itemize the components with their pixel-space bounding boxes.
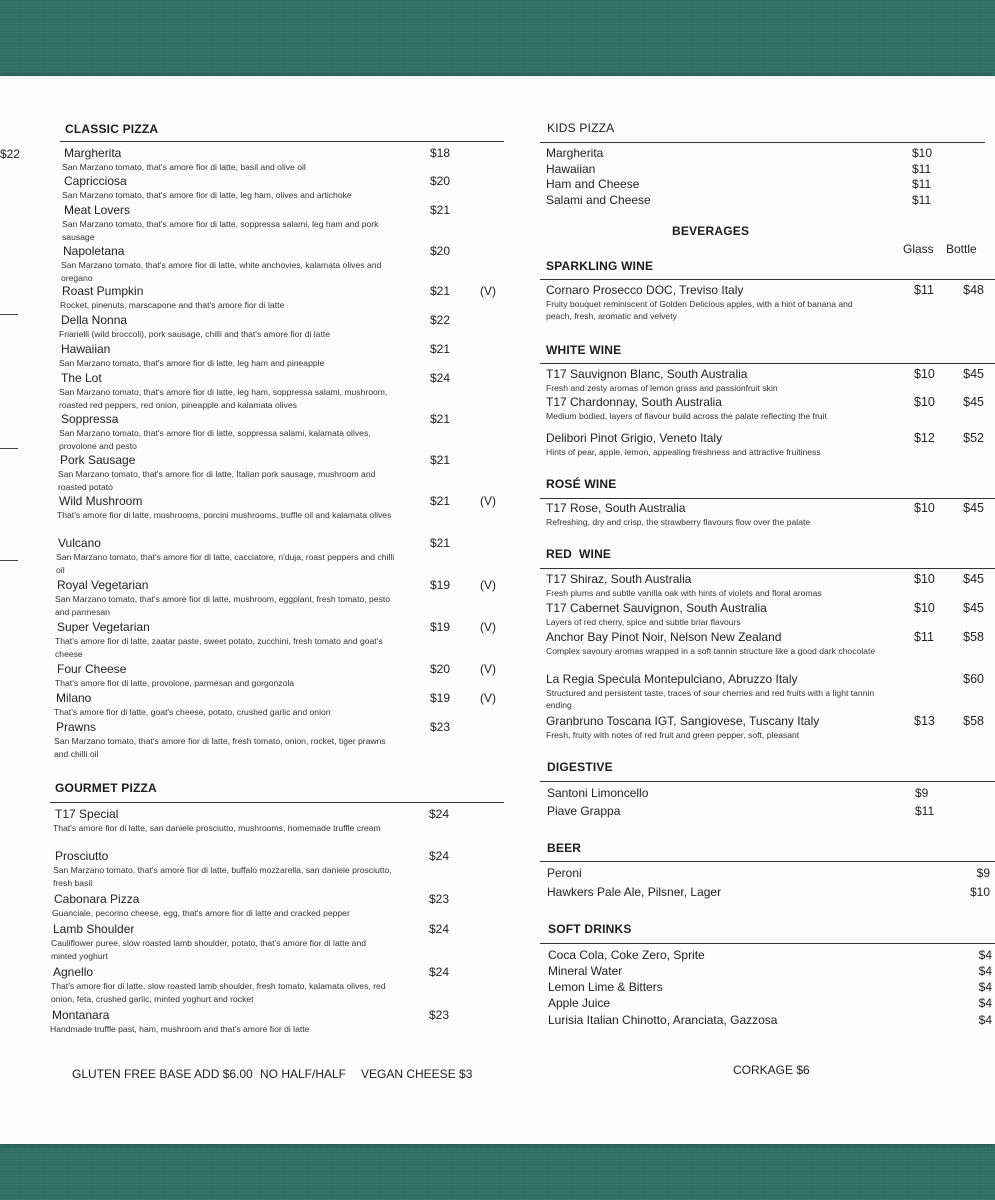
wine-description: Hints of pear, apple, lemon, appealing freshness and attractive fruitiness (546, 447, 821, 457)
pizza-name: T17 Special (55, 807, 119, 821)
red-wine-title: RED WINE (546, 547, 612, 561)
pizza-description: Handmade truffle past, ham, mushroom and that's amore fior di latte (50, 1024, 310, 1034)
pizza-price: $19 (430, 691, 451, 705)
pizza-description: That's amore fior di latte, mushrooms, porcini mushrooms, truffle oil and kalamata olives (57, 510, 392, 520)
soft_drinks-item (548, 948, 994, 964)
pizza-description: San Marzano tomato, that's amore fior di latte, white anchovies, kalamata olives and oregano (61, 260, 382, 283)
pizza-item (51, 922, 503, 961)
pizza-name: Roast Pumpkin (62, 284, 144, 298)
wine-item (546, 714, 984, 744)
kids-pizza-item (546, 146, 946, 162)
digestive-rule (540, 781, 995, 782)
wine-name: T17 Rose, South Australia (546, 501, 686, 515)
soft_drinks-item (548, 996, 994, 1012)
pizza-price: $19 (430, 620, 451, 634)
bottle-column-label: Bottle (946, 242, 977, 256)
glass-column-label: Glass (903, 242, 934, 256)
wine-description: Fresh plums and subtle vanilla oak with hints of violets and floral aromas (546, 588, 822, 598)
white-wine-rule (540, 363, 995, 364)
pizza-item (52, 1008, 502, 1042)
wine-description: Fruity bouquet reminiscent of Golden Delicious apples, with a hint of banana and peach, fresh, aromatic and velvety (546, 299, 853, 321)
glass-price: $11 (914, 630, 934, 644)
bottle-price: $48 (963, 283, 984, 297)
pizza-name: Cabonara Pizza (54, 892, 140, 906)
pizza-price: $21 (430, 284, 451, 298)
glass-price: $13 (914, 714, 935, 728)
vegetarian-tag: (V) (480, 620, 496, 634)
rose-wine-rule (540, 498, 995, 499)
soft_drinks-price: $4 (978, 1013, 992, 1027)
wine-item (546, 630, 984, 660)
pizza-description: That's amore fior di latte, san daniele prosciutto, mushrooms, homemade truffle cream (53, 823, 381, 833)
bottle-price: $58 (963, 630, 984, 644)
sparkling-wine-title: SPARKLING WINE (546, 259, 654, 273)
glass-price: $10 (914, 601, 935, 615)
pizza-description: Rocket, pinenuts, marscapone and that's amore fior di latte (60, 300, 285, 310)
bottle-price: $45 (963, 601, 984, 615)
pizza-description: San Marzano tomato, that's amore fior di latte, leg ham, olives and artichoke (62, 190, 352, 200)
pizza-item (54, 892, 504, 926)
beer-item (547, 866, 994, 882)
wine-name: Granbruno Toscana IGT, Sangiovese, Tuscany Italy (546, 714, 820, 728)
soft_drinks-item (548, 980, 994, 996)
bottle-price: $52 (963, 431, 984, 445)
pizza-price: $24 (429, 965, 450, 979)
soft_drinks-name: Lemon Lime & Bitters (548, 980, 663, 994)
pizza-description: San Marzano tomato, that's amore fior di latte, basil and olive oil (62, 162, 306, 172)
wine-description: Medium bodied, layers of flavour build across the palate reflecting the fruit (546, 411, 827, 421)
pizza-item (59, 412, 511, 451)
pizza-price: $22 (430, 313, 451, 327)
pizza-item (58, 453, 510, 492)
wine-item (546, 283, 984, 321)
left-edge-price: $22 (0, 147, 21, 161)
pizza-item (51, 965, 503, 1004)
wine-name: T17 Sauvignon Blanc, South Australia (546, 367, 748, 381)
soft_drinks-name: Lurisia Italian Chinotto, Aranciata, Gazzosa (548, 1013, 778, 1027)
wine-item (546, 572, 984, 602)
wine-item (546, 367, 984, 397)
pizza-item (59, 371, 511, 410)
no-half-half-note: NO HALF/HALF (260, 1067, 347, 1081)
kids-pizza-price: $11 (912, 192, 932, 207)
white-wine-title: WHITE WINE (546, 343, 622, 357)
wine-item (546, 395, 984, 425)
gluten-free-note: GLUTEN FREE BASE ADD $6.00 (72, 1067, 253, 1081)
wine-name: Delibori Pinot Grigio, Veneto Italy (546, 431, 723, 445)
pizza-price: $21 (430, 203, 451, 217)
digestive-name: Piave Grappa (547, 804, 621, 818)
beer-name: Hawkers Pale Ale, Pilsner, Lager (547, 885, 722, 899)
kids-pizza-item (546, 177, 946, 193)
bottle-price: $45 (963, 501, 984, 515)
vegetarian-tag: (V) (480, 691, 496, 705)
beer-title: BEER (547, 841, 582, 855)
pizza-name: Pork Sausage (60, 453, 136, 467)
pizza-price: $21 (430, 536, 451, 550)
pizza-price: $18 (430, 146, 451, 160)
pizza-price: $24 (429, 849, 450, 863)
soft_drinks-price: $4 (978, 996, 992, 1010)
pizza-price: $21 (430, 342, 451, 356)
wine-description: Complex savoury aromas wrapped in a soft tannin structure like a good dark chocolate (546, 646, 876, 656)
left-edge-rule (0, 448, 18, 449)
digestive-name: Santoni Limoncello (547, 786, 649, 800)
pizza-price: $21 (430, 453, 451, 467)
pizza-name: Super Vegetarian (57, 620, 150, 634)
pizza-name: Napoletana (63, 244, 125, 258)
classic-pizza-title: CLASSIC PIZZA (65, 122, 159, 136)
pizza-price: $24 (429, 807, 450, 821)
pizza-price: $23 (429, 1008, 450, 1022)
bottle-price: $45 (963, 367, 984, 381)
soft_drinks-price: $4 (978, 948, 992, 962)
digestive-price: $11 (915, 804, 935, 818)
beer-price: $10 (969, 885, 990, 899)
soft_drinks-item (548, 1013, 994, 1029)
wine-description: Structured and persistent taste, traces of sour cherries and red fruits with a light tannin ending (546, 688, 875, 710)
pizza-description: That's amore fior di latte, slow roasted lamb shoulder, fresh tomato, kalamata olives, red onion, feta, crushed garlic, minted yoghurt and rocket (51, 981, 386, 1004)
left-edge-rule (0, 560, 18, 561)
pizza-name: Montanara (52, 1008, 110, 1022)
kids-pizza-name: Hawaiian (546, 161, 596, 176)
pizza-description: San Marzano tomato, that's amore fior di latte, leg ham and pineapple (59, 358, 325, 368)
pizza-name: Lamb Shoulder (53, 922, 135, 936)
pizza-name: Agnello (53, 965, 94, 979)
wine-item (546, 672, 984, 710)
soft_drinks-price: $4 (978, 980, 992, 994)
beer-price: $9 (976, 866, 990, 880)
pizza-description: That's amore fior di latte, provolone, parmesan and gorgonzola (55, 678, 295, 688)
glass-price: $10 (914, 501, 935, 515)
pizza-name: Prawns (56, 720, 97, 734)
pizza-name: Wild Mushroom (59, 494, 143, 508)
pizza-description: San Marzano tomato, that's amore fior di latte, soppressa salami, kalamata olives, provolone and pesto (59, 428, 371, 451)
pizza-price: $19 (430, 578, 451, 592)
pizza-name: Hawaiian (61, 342, 111, 356)
red-wine-rule (540, 568, 995, 569)
pizza-name: Vulcano (58, 536, 101, 550)
pizza-description: San Marzano tomato, that's amore fior di latte, Italian pork sausage, mushroom and roasted potato (58, 469, 376, 492)
menu-sheet (0, 76, 995, 1144)
pizza-description: San Marzano tomato, that's amore fior di latte, buffalo mozzarella, san daniele prosciutto, fresh basil (53, 865, 392, 888)
glass-price: $10 (914, 395, 935, 409)
rose-wine-title: ROSÉ WINE (546, 477, 617, 491)
vegetarian-tag: (V) (480, 494, 496, 508)
vegan-cheese-note: VEGAN CHEESE $3 (361, 1067, 473, 1081)
pizza-price: $24 (429, 922, 450, 936)
pizza-price: $21 (430, 412, 451, 426)
pizza-item (55, 578, 507, 617)
pizza-item (59, 494, 509, 528)
kids-pizza-price: $11 (912, 177, 932, 191)
bottle-price: $58 (963, 714, 984, 728)
pizza-name: Meat Lovers (64, 203, 131, 217)
wine-item (546, 501, 984, 531)
soft-drinks-rule (540, 943, 995, 944)
pizza-price: $23 (429, 892, 450, 906)
soft_drinks-price: $4 (978, 964, 992, 978)
kids-pizza-price: $11 (912, 161, 932, 176)
kids-pizza-title: KIDS PIZZA (547, 121, 615, 135)
pizza-description: San Marzano tomato, that's amore fior di latte, soppressa salami, leg ham and pork sausage (62, 219, 379, 242)
kids-pizza-name: Ham and Cheese (546, 177, 640, 191)
pizza-name: Capricciosa (64, 174, 127, 188)
pizza-description: San Marzano tomato, that's amore fior di latte, fresh tomato, onion, rocket, tiger prawns and chilli oil (54, 736, 386, 759)
digestive-item (547, 804, 994, 820)
wine-name: T17 Chardonnay, South Australia (546, 395, 722, 409)
beer-rule (540, 861, 995, 862)
beverages-title: BEVERAGES (672, 224, 750, 238)
soft_drinks-name: Coca Cola, Coke Zero, Sprite (548, 948, 705, 962)
wine-item (546, 431, 984, 461)
glass-price: $11 (914, 283, 934, 297)
pizza-name: Four Cheese (57, 662, 127, 676)
pizza-name: Della Nonna (61, 313, 128, 327)
wine-description: Fresh, fruity with notes of red fruit and green pepper, soft, pleasant (546, 730, 800, 740)
digestive-title: DIGESTIVE (547, 760, 613, 774)
pizza-name: Royal Vegetarian (57, 578, 149, 592)
vegetarian-tag: (V) (480, 578, 496, 592)
pizza-description: San Marzano tomato, that's amore fior di latte, cacciatore, n'duja, roast peppers and chilli oil (56, 552, 395, 575)
bottle-price: $60 (963, 672, 984, 686)
kids-pizza-price: $10 (912, 146, 933, 160)
pizza-description: That's amore fior di latte, zaatar paste, sweet potato, zucchini, fresh tomato and goat's cheese (55, 636, 383, 659)
pizza-description: That's amore fior di latte, goat's cheese, potato, crushed garlic and onion (54, 707, 331, 717)
kids-pizza-rule (540, 142, 985, 143)
gourmet-pizza-title: GOURMET PIZZA (55, 781, 157, 795)
wine-description: Fresh and zesty aromas of lemon grass and passionfruit skin (546, 383, 778, 393)
bottle-price: $45 (963, 395, 984, 409)
pizza-name: Soppressa (61, 412, 119, 426)
digestive-item (547, 786, 994, 802)
wine-name: La Regia Specula Montepulciano, Abruzzo Italy (546, 672, 798, 686)
vegetarian-tag: (V) (480, 284, 496, 298)
kids-pizza-item (546, 193, 946, 209)
beer-item (547, 885, 994, 901)
kids-pizza-name: Salami and Cheese (546, 192, 651, 207)
bottle-price: $45 (963, 572, 984, 586)
pizza-name: The Lot (61, 371, 102, 385)
classic-pizza-rule (60, 141, 504, 142)
wine-name: Anchor Bay Pinot Noir, Nelson New Zealand (546, 630, 782, 644)
pizza-description: Guanciale, pecorino cheese, egg, that's amore fior di latte and cracked pepper (52, 908, 350, 918)
pizza-item (53, 849, 505, 888)
pizza-description: San Marzano tomato, that's amore fior di latte, leg ham, soppressa salami, mushroom, roasted red peppers, red onion, pineapple and kalamata olives (59, 387, 388, 410)
soft_drinks-name: Mineral Water (548, 964, 623, 978)
vegetarian-tag: (V) (480, 662, 496, 676)
wine-item (546, 601, 984, 631)
pizza-description: Cauliflower puree, slow roasted lamb shoulder, potato, that's amore fior di latte and minted yoghurt (51, 938, 367, 961)
digestive-price: $9 (915, 786, 929, 800)
pizza-item (54, 720, 506, 759)
corkage-note: CORKAGE $6 (733, 1063, 810, 1077)
pizza-item (56, 536, 508, 575)
soft-drinks-title: SOFT DRINKS (548, 922, 632, 936)
wine-name: T17 Shiraz, South Australia (546, 572, 692, 586)
pizza-name: Margherita (64, 146, 122, 160)
wine-name: T17 Cabernet Sauvignon, South Australia (546, 601, 767, 615)
pizza-description: Friarielli (wild broccoli), pork sausage, chilli and that's amore fior di latte (59, 329, 331, 339)
pizza-name: Prosciutto (55, 849, 109, 863)
glass-price: $10 (914, 367, 935, 381)
pizza-item (55, 620, 507, 659)
glass-price: $12 (914, 431, 935, 445)
kids-pizza-item (546, 162, 946, 178)
glass-price: $10 (914, 572, 935, 586)
pizza-price: $20 (430, 662, 451, 676)
soft_drinks-name: Apple Juice (548, 996, 611, 1010)
pizza-price: $20 (430, 174, 451, 188)
pizza-price: $23 (430, 720, 451, 734)
pizza-item (61, 244, 513, 283)
wine-description: Layers of red cherry, spice and subtle briar flavours (546, 617, 741, 627)
wine-name: Cornaro Prosecco DOC, Treviso Italy (546, 283, 744, 297)
kids-pizza-name: Margherita (546, 146, 604, 160)
sparkling-wine-rule (540, 279, 995, 280)
pizza-price: $24 (430, 371, 451, 385)
pizza-description: San Marzano tomato, that's amore fior di latte, mushroom, eggplant, fresh tomato, pesto and parmesan (55, 594, 391, 617)
gourmet-pizza-rule (50, 802, 504, 803)
left-edge-rule (0, 314, 18, 315)
pizza-item (55, 807, 505, 841)
pizza-price: $21 (430, 494, 451, 508)
pizza-item (62, 203, 514, 242)
soft_drinks-item (548, 964, 994, 980)
pizza-price: $20 (430, 244, 451, 258)
wine-description: Refreshing, dry and crisp, the strawberry flavours flow over the palate (546, 517, 811, 527)
beer-name: Peroni (547, 866, 582, 880)
pizza-name: Milano (56, 691, 92, 705)
